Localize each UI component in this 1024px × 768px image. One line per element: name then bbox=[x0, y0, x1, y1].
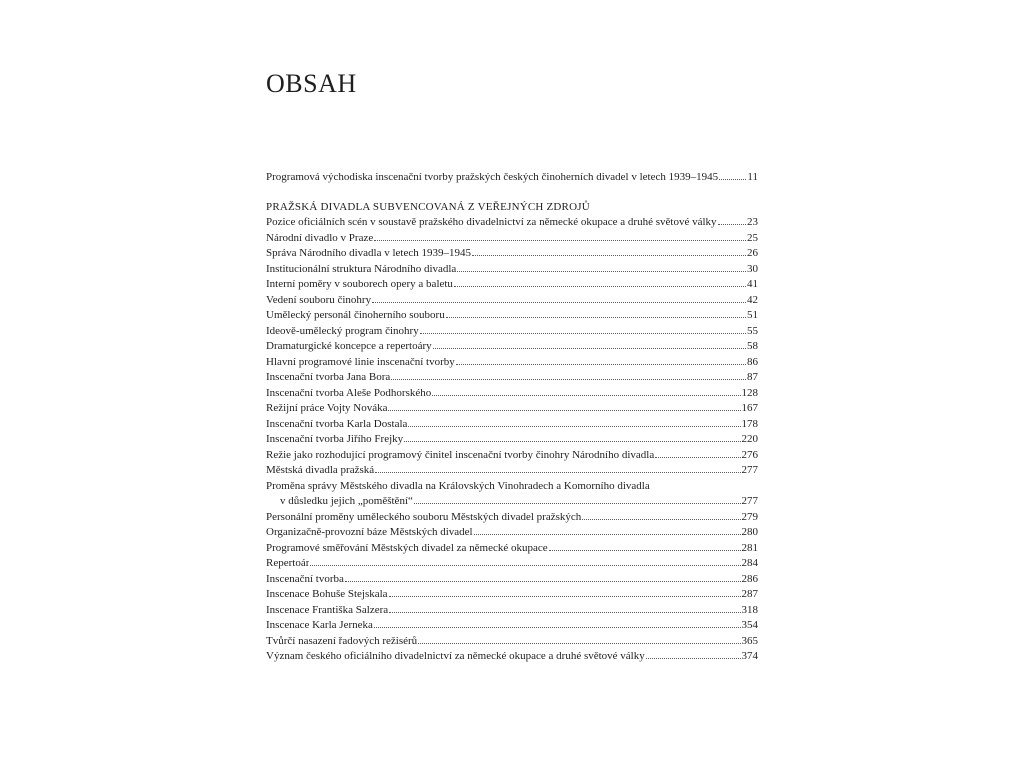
dot-leader bbox=[457, 271, 746, 272]
dot-leader bbox=[420, 333, 746, 334]
toc-entry-page: 277 bbox=[741, 464, 758, 476]
table-of-contents bbox=[266, 170, 758, 665]
toc-entry bbox=[266, 401, 758, 417]
dot-leader bbox=[719, 179, 746, 180]
toc-entry-page: 11 bbox=[747, 171, 758, 183]
toc-entry-page: 284 bbox=[741, 557, 758, 569]
toc-entry bbox=[266, 479, 758, 510]
page-title: OBSAH bbox=[266, 69, 357, 98]
toc-entry-title: Personální proměny uměleckého souboru Městských divadel pražských bbox=[266, 510, 582, 523]
toc-entry-title: Městská divadla pražská bbox=[266, 464, 375, 476]
toc-entry-title: Pozice oficiálních scén v soustavě pražského divadelnictví za německé okupace a druhé světové války bbox=[266, 216, 717, 228]
dot-leader bbox=[718, 224, 746, 225]
dot-leader bbox=[655, 457, 740, 458]
toc-list bbox=[266, 510, 758, 665]
toc-entry-title: Inscenace Františka Salzera bbox=[266, 603, 389, 616]
toc-entry bbox=[266, 510, 758, 526]
toc-entry bbox=[266, 246, 758, 262]
toc-entry-title: Institucionální struktura Národního divadla bbox=[266, 262, 457, 275]
toc-entry bbox=[266, 386, 758, 402]
dot-leader bbox=[408, 426, 740, 427]
toc-entry-page: 41 bbox=[747, 278, 758, 290]
dot-leader bbox=[375, 472, 740, 473]
toc-entry-title: Inscenační tvorba Jana Bora bbox=[266, 371, 391, 383]
toc-entry bbox=[266, 355, 758, 371]
toc-entry-title: Inscenační tvorba Karla Dostala bbox=[266, 417, 408, 430]
dot-leader bbox=[310, 565, 740, 566]
dot-leader bbox=[474, 534, 741, 535]
toc-entry-page: 277 bbox=[741, 495, 758, 507]
toc-entry-page: 279 bbox=[741, 510, 758, 523]
toc-entry-page: 51 bbox=[747, 309, 758, 321]
toc-entry-title: Umělecký personál činoherního souboru bbox=[266, 309, 445, 321]
dot-leader bbox=[582, 519, 740, 520]
toc-entry bbox=[266, 339, 758, 355]
toc-entry-title: Inscenace Bohuše Stejskala bbox=[266, 588, 388, 600]
toc-entry-page: 287 bbox=[741, 588, 758, 600]
toc-entry bbox=[266, 587, 758, 603]
toc-entry-page: 25 bbox=[747, 231, 758, 244]
toc-entry bbox=[266, 277, 758, 293]
toc-entry-title: Hlavní programové linie inscenační tvorby bbox=[266, 355, 455, 368]
toc-entry-title: Správa Národního divadla v letech 1939–1945 bbox=[266, 247, 471, 259]
toc-entry-page: 42 bbox=[747, 293, 758, 306]
dot-leader bbox=[404, 441, 740, 442]
dot-leader bbox=[646, 658, 741, 659]
toc-entry-title: Dramaturgické koncepce a repertoáry bbox=[266, 340, 432, 352]
toc-entry-title: Interní poměry v souborech opery a baletu bbox=[266, 278, 453, 290]
toc-entry-continuation bbox=[266, 494, 758, 510]
toc-entry bbox=[266, 634, 758, 650]
toc-entry bbox=[266, 293, 758, 309]
toc-entry bbox=[266, 649, 758, 665]
toc-entry bbox=[266, 525, 758, 541]
toc-entry-title: Režie jako rozhodující programový činitel inscenační tvorby činohry Národního divadla bbox=[266, 448, 655, 461]
toc-entry-page: 178 bbox=[741, 417, 758, 430]
toc-entry bbox=[266, 215, 758, 231]
toc-entry-title: Národní divadlo v Praze bbox=[266, 231, 374, 244]
toc-entry-page: 354 bbox=[741, 619, 758, 631]
toc-entry bbox=[266, 308, 758, 324]
toc-entry-title-line2: v důsledku jejich „poměštění“ bbox=[280, 495, 413, 507]
toc-entry bbox=[266, 572, 758, 588]
dot-leader bbox=[432, 395, 740, 396]
dot-leader bbox=[388, 410, 740, 411]
dot-leader bbox=[456, 364, 746, 365]
toc-entry bbox=[266, 556, 758, 572]
dot-leader bbox=[389, 596, 741, 597]
toc-entry bbox=[266, 603, 758, 619]
toc-entry-title: Vedení souboru činohry bbox=[266, 293, 372, 306]
dot-leader bbox=[389, 612, 740, 613]
toc-entry-title: Inscenační tvorba Jiřího Frejky bbox=[266, 433, 404, 445]
toc-entry-title: Repertoár bbox=[266, 557, 310, 569]
dot-leader bbox=[414, 503, 741, 504]
toc-entry-title: Programová východiska inscenační tvorby pražských českých činoherních divadel v letech 1939–1945 bbox=[266, 171, 719, 183]
toc-entry-page: 128 bbox=[741, 386, 758, 399]
toc-entry bbox=[266, 432, 758, 448]
toc-entry bbox=[266, 324, 758, 340]
toc-entry-page: 87 bbox=[747, 371, 758, 383]
toc-entry-page: 280 bbox=[741, 526, 758, 538]
toc-entry-page: 23 bbox=[747, 216, 758, 228]
toc-entry-page: 318 bbox=[741, 603, 758, 616]
dot-leader bbox=[549, 550, 741, 551]
toc-entry-title: Inscenace Karla Jerneka bbox=[266, 619, 373, 631]
toc-entry-title: Ideově-umělecký program činohry bbox=[266, 324, 419, 337]
toc-entry bbox=[266, 170, 758, 186]
toc-entry-page: 281 bbox=[741, 541, 758, 554]
toc-list bbox=[266, 215, 758, 479]
toc-entry-page: 286 bbox=[741, 572, 758, 585]
toc-entry-title: Význam českého oficiálního divadelnictví za německé okupace a druhé světové války bbox=[266, 650, 645, 662]
toc-entry-title: Tvůrčí nasazení řadových režisérů bbox=[266, 634, 418, 647]
toc-entry-page: 220 bbox=[741, 433, 758, 445]
toc-entry bbox=[266, 370, 758, 386]
dot-leader bbox=[372, 302, 746, 303]
toc-entry-page: 365 bbox=[741, 634, 758, 647]
toc-entry-page: 276 bbox=[741, 448, 758, 461]
toc-entry-page: 374 bbox=[741, 650, 758, 662]
toc-entry-page: 30 bbox=[747, 262, 758, 275]
section-heading: PRAŽSKÁ DIVADLA SUBVENCOVANÁ Z VEŘEJNÝCH ZDROJŮ bbox=[266, 200, 590, 213]
dot-leader bbox=[374, 627, 741, 628]
dot-leader bbox=[345, 581, 741, 582]
toc-entry-title: Inscenační tvorba bbox=[266, 572, 344, 585]
dot-leader bbox=[391, 379, 746, 380]
dot-leader bbox=[472, 255, 746, 256]
toc-entry bbox=[266, 417, 758, 433]
toc-entry-page: 58 bbox=[747, 340, 758, 352]
toc-entry bbox=[266, 463, 758, 479]
toc-entry bbox=[266, 618, 758, 634]
toc-entry bbox=[266, 231, 758, 247]
toc-entry-page: 55 bbox=[747, 324, 758, 337]
dot-leader bbox=[454, 286, 746, 287]
toc-entry-page: 26 bbox=[747, 247, 758, 259]
dot-leader bbox=[433, 348, 746, 349]
toc-entry bbox=[266, 541, 758, 557]
toc-entry-title-line1: Proměna správy Městského divadla na Královských Vinohradech a Komorního divadla bbox=[266, 479, 650, 492]
dot-leader bbox=[374, 240, 746, 241]
toc-entry-title: Režijní práce Vojty Nováka bbox=[266, 402, 388, 414]
toc-entry-title: Inscenační tvorba Aleše Podhorského bbox=[266, 386, 432, 399]
toc-entry-title: Programové směřování Městských divadel za německé okupace bbox=[266, 541, 548, 554]
dot-leader bbox=[418, 643, 740, 644]
toc-entry bbox=[266, 262, 758, 278]
dot-leader bbox=[446, 317, 746, 318]
toc-entry-title: Organizačně-provozní báze Městských divadel bbox=[266, 526, 473, 538]
toc-entry-page: 86 bbox=[747, 355, 758, 368]
toc-entry-page: 167 bbox=[741, 402, 758, 414]
toc-entry bbox=[266, 448, 758, 464]
